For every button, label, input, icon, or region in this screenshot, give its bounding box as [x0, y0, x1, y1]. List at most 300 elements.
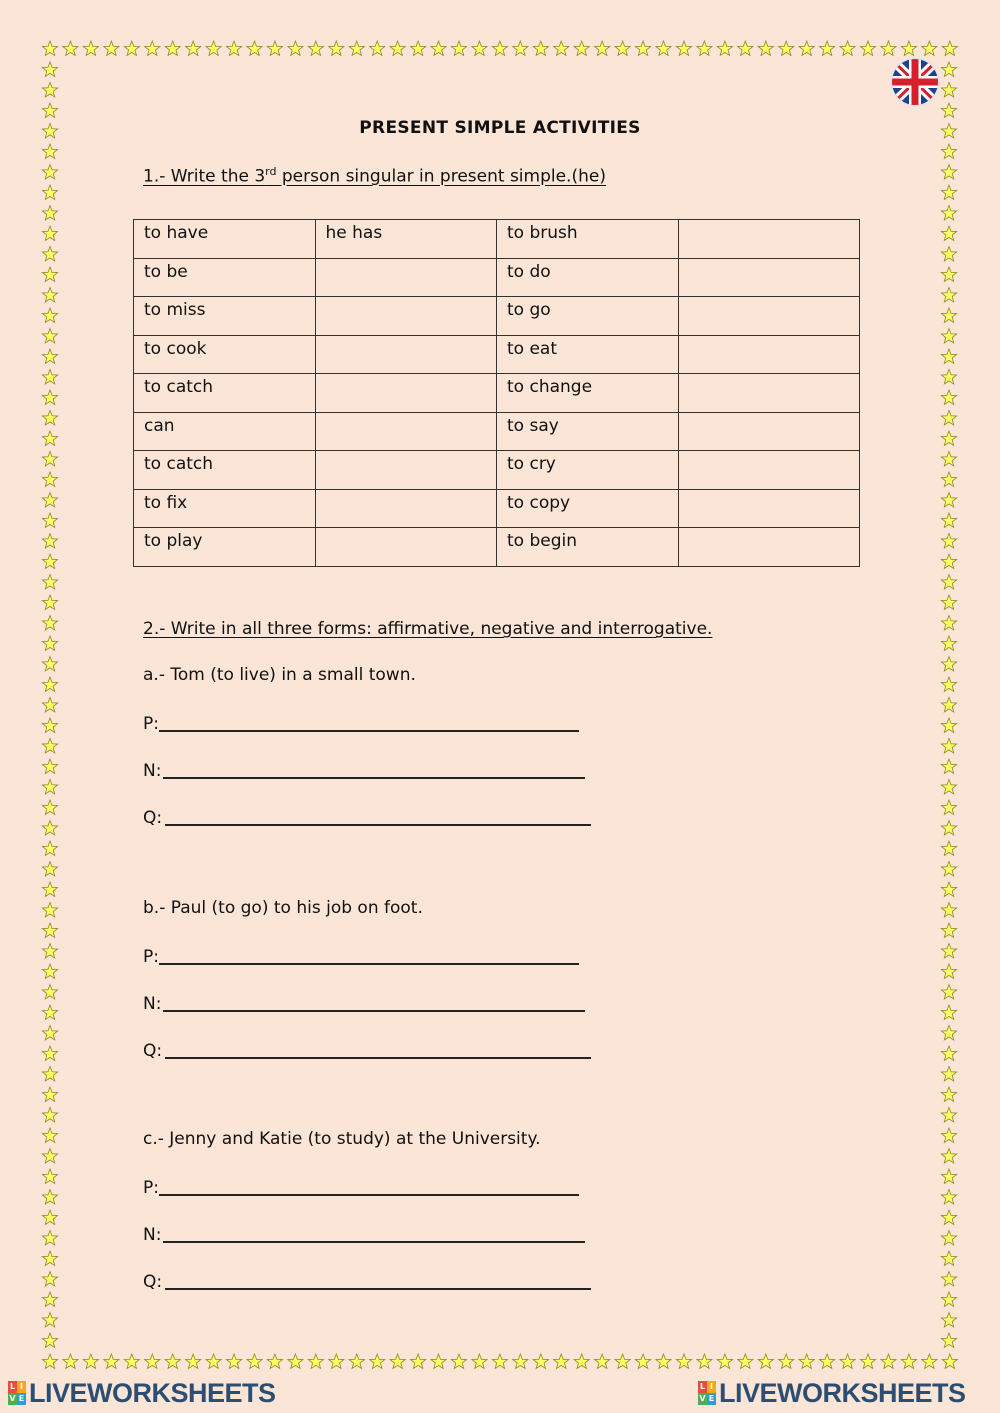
star-icon [941, 575, 956, 590]
answer-cell[interactable] [678, 297, 860, 336]
star-icon [42, 144, 57, 159]
answer-n-row [143, 753, 585, 779]
star-icon [799, 41, 814, 56]
table-row [134, 297, 860, 336]
answer-n-line[interactable] [163, 777, 585, 779]
star-icon [779, 41, 794, 56]
exercise1-heading-pre: 1.- Write the 3 [143, 166, 266, 187]
star-icon [941, 923, 956, 938]
star-icon [247, 41, 262, 56]
star-icon [42, 882, 57, 897]
star-icon [42, 1067, 57, 1082]
star-icon [901, 1354, 916, 1369]
answer-p-line[interactable] [159, 1194, 579, 1196]
verb-cell: to change [497, 374, 679, 413]
star-icon [941, 349, 956, 364]
table-row [134, 528, 860, 567]
star-icon [941, 1128, 956, 1143]
star-icon [206, 1354, 221, 1369]
answer-p-row [143, 939, 579, 965]
star-icon [42, 1169, 57, 1184]
star-icon [941, 1313, 956, 1328]
star-icon [63, 1354, 78, 1369]
star-icon [42, 1292, 57, 1307]
verb-cell: to cry [497, 451, 679, 490]
answer-cell[interactable] [315, 297, 497, 336]
star-icon [288, 1354, 303, 1369]
star-icon [941, 698, 956, 713]
star-icon [941, 677, 956, 692]
star-icon [941, 267, 956, 282]
table-row [134, 220, 860, 259]
star-icon [941, 554, 956, 569]
answer-cell[interactable] [315, 335, 497, 374]
star-icon [717, 1354, 732, 1369]
star-icon [329, 1354, 344, 1369]
answer-cell[interactable] [315, 258, 497, 297]
verb-cell: to say [497, 412, 679, 451]
star-icon [554, 41, 569, 56]
answer-n-row [143, 986, 585, 1012]
verb-cell: to miss [134, 297, 316, 336]
star-icon [779, 1354, 794, 1369]
star-icon [42, 534, 57, 549]
star-icon [758, 41, 773, 56]
star-icon [42, 1149, 57, 1164]
answer-q-row [143, 1033, 591, 1059]
star-icon [42, 513, 57, 528]
verb-cell: to play [134, 528, 316, 567]
star-icon [42, 493, 57, 508]
star-icon [941, 1231, 956, 1246]
star-icon [758, 1354, 773, 1369]
star-icon [697, 41, 712, 56]
star-icon [124, 1354, 139, 1369]
answer-cell[interactable] [678, 489, 860, 528]
star-icon [42, 759, 57, 774]
exercise1-heading-post: person singular in present simple.(he) [276, 166, 606, 187]
exercise2-sentence: c.- Jenny and Katie (to study) at the University. [143, 1129, 541, 1149]
star-icon [42, 636, 57, 651]
star-icon [881, 41, 896, 56]
verb-cell: to cook [134, 335, 316, 374]
verb-cell: to catch [134, 451, 316, 490]
star-icon [42, 903, 57, 918]
star-icon [941, 1169, 956, 1184]
verb-cell: to have [134, 220, 316, 259]
star-icon [941, 841, 956, 856]
star-icon [42, 1190, 57, 1205]
star-icon [941, 370, 956, 385]
star-icon [42, 411, 57, 426]
star-icon [451, 41, 466, 56]
answer-cell[interactable] [678, 528, 860, 567]
star-icon [738, 41, 753, 56]
table-row [134, 412, 860, 451]
exercise2-sentence: a.- Tom (to live) in a small town. [143, 665, 416, 685]
star-icon [941, 1292, 956, 1307]
star-icon [656, 41, 671, 56]
star-icon [941, 452, 956, 467]
star-icon [42, 103, 57, 118]
star-icon [370, 41, 385, 56]
star-icon [267, 1354, 282, 1369]
answer-cell[interactable] [315, 528, 497, 567]
answer-cell[interactable] [315, 412, 497, 451]
answer-q-row [143, 800, 591, 826]
answer-p-label: P: [143, 1178, 159, 1198]
table-row [134, 258, 860, 297]
table-row [134, 335, 860, 374]
answer-cell[interactable] [678, 258, 860, 297]
star-icon [941, 411, 956, 426]
star-icon [941, 882, 956, 897]
badge-letter: V [9, 1394, 16, 1403]
verb-cell: can [134, 412, 316, 451]
star-icon [941, 472, 956, 487]
badge-letter: E [708, 1394, 715, 1403]
star-icon [595, 1354, 610, 1369]
star-icon [42, 247, 57, 262]
answer-cell[interactable] [678, 220, 860, 259]
verb-cell: to do [497, 258, 679, 297]
badge-letter: I [17, 1381, 26, 1393]
star-icon [840, 1354, 855, 1369]
star-icon [124, 41, 139, 56]
star-icon [186, 41, 201, 56]
star-icon [226, 41, 241, 56]
table-row [134, 374, 860, 413]
star-icon [922, 41, 937, 56]
star-icon [492, 1354, 507, 1369]
star-icon [63, 41, 78, 56]
star-icon [42, 472, 57, 487]
star-icon [942, 41, 957, 56]
star-icon [941, 800, 956, 815]
star-icon [145, 1354, 160, 1369]
star-icon [941, 1108, 956, 1123]
star-icon [42, 1354, 57, 1369]
star-icon [226, 1354, 241, 1369]
star-icon [941, 718, 956, 733]
star-icon [941, 1149, 956, 1164]
star-icon [941, 1005, 956, 1020]
star-icon [42, 1108, 57, 1123]
star-icon [370, 1354, 385, 1369]
answer-cell[interactable] [315, 451, 497, 490]
star-icon [942, 1354, 957, 1369]
star-icon [42, 83, 57, 98]
star-icon [941, 759, 956, 774]
star-icon [941, 165, 956, 180]
answer-q-row [143, 1264, 591, 1290]
verb-table [133, 219, 860, 567]
star-icon [941, 636, 956, 651]
star-icon [42, 1272, 57, 1287]
verb-cell: to fix [134, 489, 316, 528]
star-icon [941, 1067, 956, 1082]
verb-cell: to begin [497, 528, 679, 567]
star-icon [165, 1354, 180, 1369]
star-icon [941, 62, 956, 77]
answer-q-line[interactable] [165, 1288, 591, 1290]
star-icon [42, 985, 57, 1000]
exercise2-sentence: b.- Paul (to go) to his job on foot. [143, 898, 423, 918]
star-icon [451, 1354, 466, 1369]
star-icon [411, 41, 426, 56]
answer-q-label: Q: [143, 808, 163, 828]
star-icon [42, 841, 57, 856]
exercise2-heading: 2.- Write in all three forms: affirmative, negative and interrogative. [143, 619, 713, 639]
liveworksheets-logo-left [8, 1377, 276, 1409]
star-icon [411, 1354, 426, 1369]
star-icon [941, 103, 956, 118]
star-icon [941, 657, 956, 672]
star-icon [206, 41, 221, 56]
star-icon [42, 390, 57, 405]
star-icon [349, 41, 364, 56]
star-icon [104, 1354, 119, 1369]
star-icon [820, 1354, 835, 1369]
star-icon [717, 41, 732, 56]
star-icon [42, 923, 57, 938]
answer-cell[interactable] [678, 335, 860, 374]
star-icon [42, 267, 57, 282]
star-icon [513, 1354, 528, 1369]
answer-q-label: Q: [143, 1272, 163, 1292]
star-icon [941, 1333, 956, 1348]
star-icon [941, 964, 956, 979]
star-icon [247, 1354, 262, 1369]
verb-cell: to go [497, 297, 679, 336]
star-icon [42, 62, 57, 77]
star-icon [676, 41, 691, 56]
verb-cell: to eat [497, 335, 679, 374]
star-icon [42, 595, 57, 610]
star-icon [820, 41, 835, 56]
verb-cell: to copy [497, 489, 679, 528]
answer-q-line[interactable] [165, 1057, 591, 1059]
star-icon [840, 41, 855, 56]
star-icon [42, 739, 57, 754]
star-icon [83, 41, 98, 56]
star-icon [941, 821, 956, 836]
star-icon [42, 226, 57, 241]
star-icon [42, 431, 57, 446]
exercise1-heading-sup: rd [265, 165, 277, 178]
star-icon [42, 308, 57, 323]
badge-letter: V [699, 1394, 706, 1403]
star-icon [595, 41, 610, 56]
answer-p-row [143, 706, 579, 732]
star-icon [881, 1354, 896, 1369]
answer-cell[interactable] [315, 489, 497, 528]
star-icon [42, 964, 57, 979]
star-icon [615, 41, 630, 56]
star-icon [941, 944, 956, 959]
answer-p-line[interactable] [159, 730, 579, 732]
star-icon [349, 1354, 364, 1369]
answer-q-line[interactable] [165, 824, 591, 826]
answer-n-row [143, 1217, 585, 1243]
star-icon [42, 185, 57, 200]
star-icon [941, 226, 956, 241]
star-icon [941, 493, 956, 508]
star-icon [42, 1128, 57, 1143]
star-icon [42, 862, 57, 877]
star-icon [941, 144, 956, 159]
star-icon [42, 1210, 57, 1225]
star-icon [941, 83, 956, 98]
star-icon [267, 41, 282, 56]
star-icon [860, 1354, 875, 1369]
star-icon [676, 1354, 691, 1369]
star-icon [42, 370, 57, 385]
star-icon [308, 41, 323, 56]
liveworksheets-text: LIVEWORKSHEETS [29, 1377, 276, 1408]
star-icon [941, 739, 956, 754]
answer-p-label: P: [143, 947, 159, 967]
star-icon [941, 1026, 956, 1041]
star-icon [42, 452, 57, 467]
star-icon [42, 554, 57, 569]
answer-n-label: N: [143, 761, 162, 781]
star-icon [42, 944, 57, 959]
badge-letter: I [707, 1381, 716, 1393]
star-icon [697, 1354, 712, 1369]
star-icon [42, 288, 57, 303]
star-icon [42, 165, 57, 180]
star-icon [860, 41, 875, 56]
liveworksheets-badge-icon [698, 1381, 716, 1405]
star-icon [941, 1190, 956, 1205]
badge-letter: L [9, 1382, 16, 1391]
star-icon [42, 698, 57, 713]
star-icon [615, 1354, 630, 1369]
star-icon [941, 1272, 956, 1287]
star-icon [390, 1354, 405, 1369]
star-icon [799, 1354, 814, 1369]
star-icon [941, 616, 956, 631]
answer-n-label: N: [143, 994, 162, 1014]
star-icon [42, 616, 57, 631]
star-icon [941, 247, 956, 262]
star-icon [941, 1087, 956, 1102]
star-icon [941, 1046, 956, 1061]
star-icon [738, 1354, 753, 1369]
liveworksheets-logo-right [698, 1377, 966, 1409]
star-icon [941, 534, 956, 549]
star-icon [513, 41, 528, 56]
star-icon [941, 903, 956, 918]
badge-letter: E [18, 1394, 25, 1403]
star-icon [533, 1354, 548, 1369]
table-row [134, 489, 860, 528]
star-icon [42, 821, 57, 836]
star-icon [165, 41, 180, 56]
star-icon [941, 862, 956, 877]
exercise1-heading [143, 165, 606, 187]
star-icon [941, 431, 956, 446]
answer-n-label: N: [143, 1225, 162, 1245]
star-icon [186, 1354, 201, 1369]
star-icon [42, 1005, 57, 1020]
star-icon [901, 41, 916, 56]
star-icon [533, 41, 548, 56]
star-icon [941, 185, 956, 200]
star-icon [431, 41, 446, 56]
verb-cell: to brush [497, 220, 679, 259]
star-icon [42, 41, 57, 56]
star-icon [390, 41, 405, 56]
star-icon [431, 1354, 446, 1369]
star-icon [635, 1354, 650, 1369]
star-icon [635, 41, 650, 56]
table-row [134, 451, 860, 490]
star-icon [941, 308, 956, 323]
star-icon [308, 1354, 323, 1369]
star-icon [42, 1251, 57, 1266]
verb-cell: to be [134, 258, 316, 297]
answer-cell[interactable] [678, 412, 860, 451]
answer-p-label: P: [143, 714, 159, 734]
star-icon [941, 390, 956, 405]
star-icon [104, 41, 119, 56]
star-icon [329, 41, 344, 56]
star-icon [941, 1251, 956, 1266]
answer-q-label: Q: [143, 1041, 163, 1061]
answer-cell[interactable] [315, 374, 497, 413]
answer-p-line[interactable] [159, 963, 579, 965]
star-icon [42, 1046, 57, 1061]
star-icon [42, 349, 57, 364]
star-icon [42, 1333, 57, 1348]
answer-p-row [143, 1170, 579, 1196]
star-icon [42, 677, 57, 692]
star-icon [42, 780, 57, 795]
star-icon [941, 1210, 956, 1225]
answer-n-line[interactable] [163, 1241, 585, 1243]
star-icon [941, 595, 956, 610]
verb-cell: he has [315, 220, 497, 259]
star-icon [42, 206, 57, 221]
star-icon [42, 1313, 57, 1328]
star-icon [941, 206, 956, 221]
star-icon [574, 41, 589, 56]
star-icon [472, 1354, 487, 1369]
star-icon [288, 41, 303, 56]
star-icon [941, 985, 956, 1000]
star-icon [42, 800, 57, 815]
star-icon [145, 41, 160, 56]
answer-cell[interactable] [678, 374, 860, 413]
star-icon [83, 1354, 98, 1369]
answer-cell[interactable] [678, 451, 860, 490]
star-icon [941, 329, 956, 344]
star-icon [42, 575, 57, 590]
star-icon [574, 1354, 589, 1369]
star-icon [941, 513, 956, 528]
page-title: PRESENT SIMPLE ACTIVITIES [359, 118, 641, 138]
star-icon [941, 288, 956, 303]
star-icon [42, 1231, 57, 1246]
answer-n-line[interactable] [163, 1010, 585, 1012]
star-icon [42, 718, 57, 733]
star-icon [922, 1354, 937, 1369]
star-icon [42, 657, 57, 672]
uk-flag-icon [889, 57, 941, 107]
liveworksheets-badge-icon [8, 1381, 26, 1405]
